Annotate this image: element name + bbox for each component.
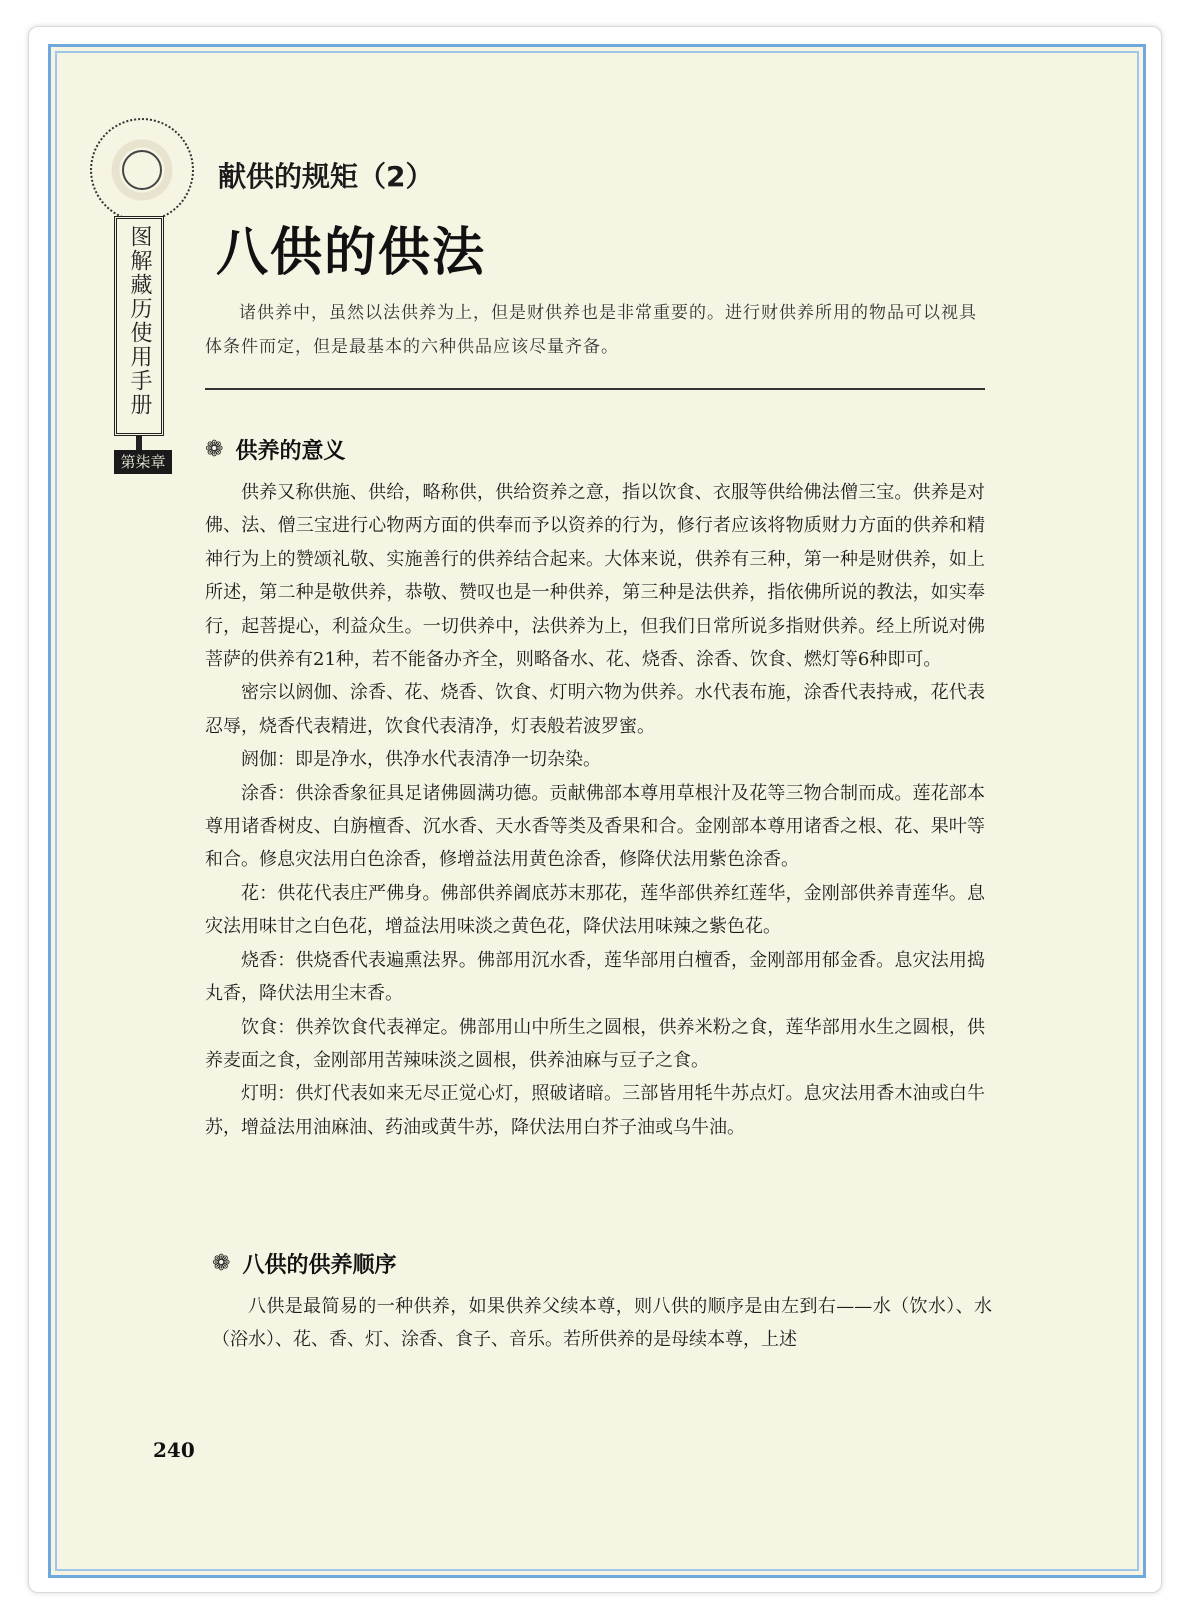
paragraph: 饮食：供养饮食代表禅定。佛部用山中所生之圆根，供养米粉之食，莲华部用水生之圆根，供养麦面之食，金刚部用苦辣味淡之圆根，供养油麻与豆子之食。 [205,1016,985,1071]
paragraph: 烧香：供烧香代表遍熏法界。佛部用沉水香，莲华部用白檀香，金刚部用郁金香。息灾法用捣丸香，降伏法用尘末香。 [205,949,985,1005]
chapter-tab: 第柒章 [114,450,172,474]
page-subtitle: 献供的规矩（2） [218,160,434,193]
dharma-wheel-icon: ❁ [205,437,224,462]
dharma-wheel-icon: ❁ [212,1251,231,1276]
seal-ornament-icon [90,118,194,222]
paragraph: 密宗以阏伽、涂香、花、烧香、饮食、灯明六物为供养。水代表布施，涂香代表持戒，花代表忍辱，烧香代表精进，饮食代表清净，灯表般若波罗蜜。 [205,682,985,737]
paragraph: 涂香：供涂香象征具足诸佛圆满功德。贡献佛部本尊用草根汁及花等三物合制而成。莲花部本尊用诸香树皮、白旃檀香、沉水香、天水香等类及香果和合。金刚部本尊用诸香之根、花、果叶等和合。修息灾法用白色涂香，修增益法用黄色涂香，修降伏法用紫色涂香。 [205,782,985,871]
section-body-meaning [205,476,985,1144]
section-heading-order [212,1248,396,1279]
paragraph: 花：供花代表庄严佛身。佛部供养阇底苏末那花，莲华部供养红莲华，金刚部供养青莲华。息灾法用味甘之白色花，增益法用味淡之黄色花，降伏法用味辣之紫色花。 [205,882,985,938]
page-number: 240 [153,1438,195,1462]
section-heading-text: 供养的意义 [235,439,346,464]
section-body-order [212,1290,992,1357]
divider-rule [205,388,985,390]
paragraph: 灯明：供灯代表如来无尽正觉心灯，照破诸暗。三部皆用牦牛苏点灯。息灾法用香木油或白牛苏，增益法用油麻油、药油或黄牛苏，降伏法用白芥子油或乌牛油。 [205,1083,985,1138]
page-title: 八供的供法 [216,223,487,283]
side-stem-divider [136,436,142,450]
section-heading-meaning [205,434,345,465]
section-heading-text: 八供的供养顺序 [242,1253,397,1278]
paragraph: 供养又称供施、供给，略称供，供给资养之意，指以饮食、衣服等供给佛法僧三宝。供养是对佛、法、僧三宝进行心物两方面的供奉而予以资养的行为，修行者应该将物质财力方面的供养和精神行为上的赞颂礼敬、实施善行的供养结合起来。大体来说，供养有三种，第一种是财供养，如上所述，第二种是敬供养，恭敬、赞叹也是一种供养，第三种是法供养，指依佛所说的教法，如实奉行，起菩提心，利益众生。一切供养中，法供养为上，但我们日常所说多指财供养。经上所说对佛菩萨的供养有21种，若不能备办齐全，则略备水、花、烧香、涂香、饮食、燃灯等6种即可。 [205,482,985,671]
side-book-title-text: 图解藏历使用手册 [127,225,152,417]
paragraph: 八供是最简易的一种供养，如果供养父续本尊，则八供的顺序是由左到右——水（饮水）、水（浴水）、花、香、灯、涂香、食子、音乐。若所供养的是母续本尊，上述 [212,1296,992,1351]
side-book-title [114,216,164,436]
intro-paragraph: 诸供养中，虽然以法供养为上，但是财供养也是非常重要的。进行财供养所用的物品可以视具体条件而定，但是最基本的六种供品应该尽量齐备。 [205,303,977,357]
paragraph: 阏伽：即是净水，供净水代表清净一切杂染。 [241,749,601,771]
